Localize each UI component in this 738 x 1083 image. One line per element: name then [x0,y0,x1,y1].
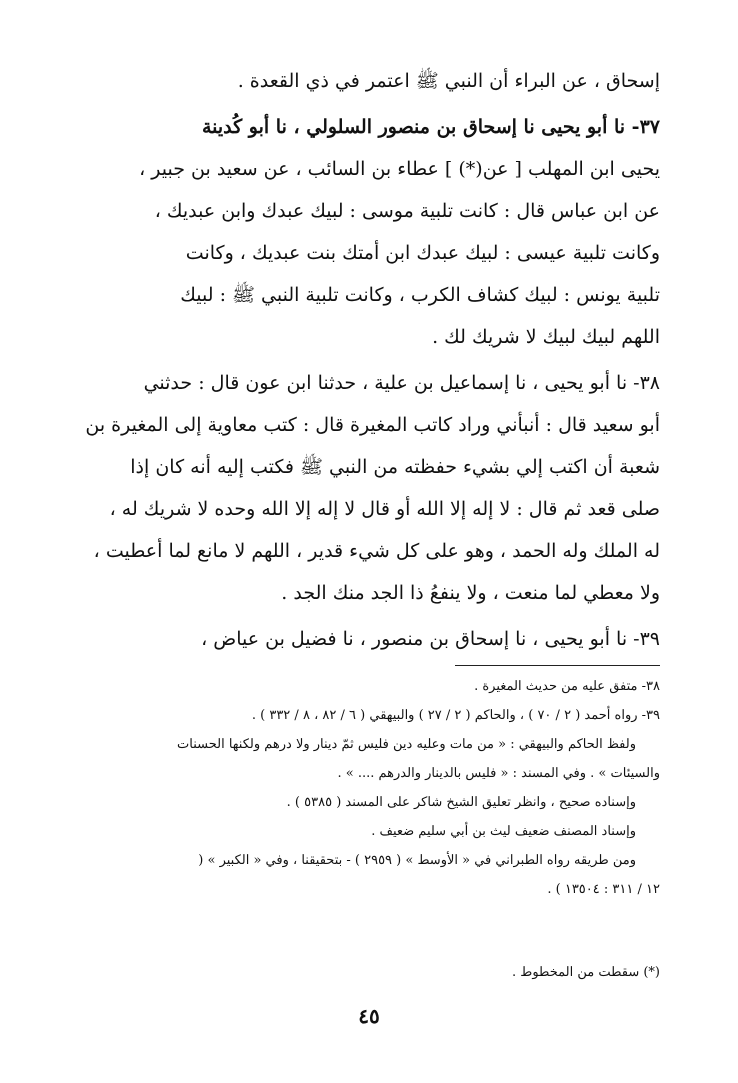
note-line: ولفظ الحاكم والبيهقي : « من مات وعليه دين فليس ثمّ دينار ولا درهم ولكنها الحسنات [177,737,636,752]
text-line: شعبة أن اكتب إلي بشيء حفظته من النبي ﷺ فكتب إليه أنه كان إذا [130,456,660,478]
note-line: ٣٨- متفق عليه من حديث المغيرة . [474,679,660,694]
hadith-37 [78,106,660,358]
text-line: أبو سعيد قال : أنبأني وراد كاتب المغيرة قال : كتب معاوية إلى المغيرة بن [85,414,660,436]
notes-divider [455,665,660,666]
takhrij-notes [78,672,660,904]
text-line: يحيى ابن المهلب [ عن(*) ] عطاء بن السائب ، عن سعيد بن جبير ، [139,158,660,180]
text-line: إسحاق ، عن البراء أن النبي ﷺ اعتمر في ذي القعدة . [237,70,660,92]
hadith-38 [78,362,660,614]
manuscript-footnote: (*) سقطت من المخطوط . [512,965,660,980]
text-line: ولا معطي لما منعت ، ولا ينفعُ ذا الجد منك الجد . [281,582,660,604]
note-line: ٣٩- رواه أحمد ( ٢ / ٧٠ ) ، والحاكم ( ٢ / ٢٧ ) والبيهقي ( ٦ / ٨٢ ، ٨ / ٣٣٢ ) . [251,708,660,723]
note-line: والسيئات » . وفي المسند : « فليس بالدينار والدرهم .... » . [337,766,660,781]
main-text [78,60,660,660]
text-line: ٣٧- نا أبو يحيى نا إسحاق بن منصور السلولي ، نا أبو كُدينة [201,116,660,138]
text-line: صلى قعد ثم قال : لا إله إلا الله أو قال لا إله إلا الله وحده لا شريك له ، [109,498,660,520]
text-line: له الملك وله الحمد ، وهو على كل شيء قدير ، اللهم لا مانع لما أعطيت ، [93,540,660,562]
text-line: عن ابن عباس قال : كانت تلبية موسى : لبيك عبدك وابن عبديك ، [154,200,660,222]
text-line: ٣٩- نا أبو يحيى ، نا إسحاق بن منصور ، نا فضيل بن عياض ، [201,628,660,650]
note-line: ومن طريقه رواه الطبراني في « الأوسط » ( ٢٩٥٩ ) - بتحقيقنا ، وفي « الكبير » ( [198,853,636,868]
note-line: وإسناد المصنف ضعيف ليث بن أبي سليم ضعيف . [371,824,636,839]
page-number: ٤٥ [358,1004,380,1028]
text-line: ٣٨- نا أبو يحيى ، نا إسماعيل بن علية ، حدثنا ابن عون قال : حدثني [143,372,660,394]
note-line: ١٢ / ٣١١ : ١٣٥٠٤ ) . [547,882,660,897]
text-line: اللهم لبيك لبيك لا شريك لك . [432,326,660,348]
note-line: وإسناده صحيح ، وانظر تعليق الشيخ شاكر على المسند ( ٥٣٨٥ ) . [286,795,636,810]
hadith-39 [78,618,660,660]
text-line: تلبية يونس : لبيك كشاف الكرب ، وكانت تلبية النبي ﷺ : لبيك [180,284,660,306]
text-line: وكانت تلبية عيسى : لبيك عبدك ابن أمتك بنت عبديك ، وكانت [185,242,660,264]
hadith-36-end [78,60,660,102]
